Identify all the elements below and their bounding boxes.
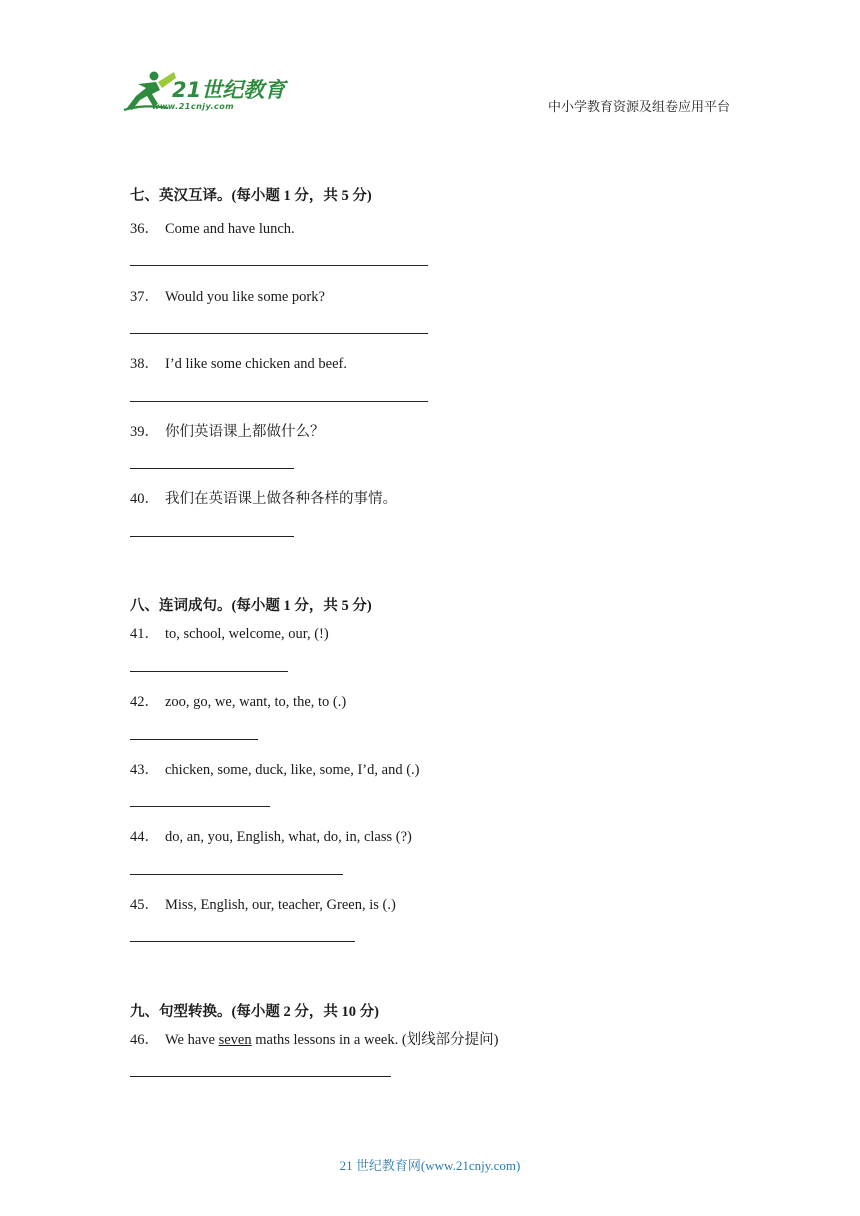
question-text: 我们在英语课上做各种各样的事情。 <box>165 491 397 507</box>
question-37 <box>130 285 325 306</box>
question-44 <box>130 825 412 846</box>
question-39 <box>130 420 325 441</box>
answer-line[interactable] <box>130 468 294 469</box>
question-45 <box>130 893 396 914</box>
question-text: Come and have lunch. <box>165 221 295 237</box>
question-43 <box>130 758 419 779</box>
question-36 <box>130 217 295 238</box>
answer-line[interactable] <box>130 536 294 537</box>
question-number: 39． <box>130 424 159 440</box>
question-number: 44． <box>130 829 159 845</box>
answer-line[interactable] <box>130 941 355 942</box>
question-text: 你们英语课上都做什么？ <box>165 424 325 440</box>
question-number: 37． <box>130 289 159 305</box>
underlined-word: seven <box>218 1032 252 1048</box>
question-text-after: maths lessons in a week. (划线部分提问) <box>251 1032 499 1048</box>
answer-line[interactable] <box>130 1076 391 1077</box>
answer-line[interactable] <box>130 671 288 672</box>
answer-line[interactable] <box>130 874 343 875</box>
question-text: Would you like some pork? <box>165 289 325 305</box>
question-number: 46． <box>130 1032 159 1048</box>
question-text: to, school, welcome, our, (!) <box>165 626 329 642</box>
question-text: Miss, English, our, teacher, Green, is (.) <box>165 897 396 913</box>
question-text: chicken, some, duck, like, some, I’d, and (.) <box>165 762 420 778</box>
question-number: 41． <box>130 626 159 642</box>
question-number: 38． <box>130 356 159 372</box>
question-46 <box>130 1028 498 1049</box>
section-title: 八、连词成句。(每小题 1 分，共 5 分) <box>130 598 372 614</box>
question-text-before: We have <box>165 1032 219 1048</box>
logo-url: www.21cnjy.com <box>152 102 235 111</box>
footer-link[interactable]: 21 世纪教育网(www.21cnjy.com) <box>339 1158 521 1173</box>
question-41 <box>130 622 329 643</box>
answer-line[interactable] <box>130 806 270 807</box>
question-38 <box>130 352 347 373</box>
answer-line[interactable] <box>130 333 428 334</box>
answer-line[interactable] <box>130 401 428 402</box>
question-42 <box>130 690 346 711</box>
question-40 <box>130 487 397 508</box>
site-logo <box>122 70 292 116</box>
platform-name: 中小学教育资源及组卷应用平台 <box>548 99 731 114</box>
logo-text: 21世纪教育 <box>172 78 286 102</box>
question-number: 45． <box>130 897 159 913</box>
question-text: do, an, you, English, what, do, in, class (?) <box>165 829 412 845</box>
question-number: 36． <box>130 221 159 237</box>
question-text: zoo, go, we, want, to, the, to (.) <box>165 694 347 710</box>
answer-line[interactable] <box>130 265 428 266</box>
section-title: 七、英汉互译。(每小题 1 分，共 5 分) <box>130 188 372 204</box>
section-title: 九、句型转换。(每小题 2 分，共 10 分) <box>130 1004 379 1020</box>
question-text: I’d like some chicken and beef. <box>165 356 347 372</box>
question-number: 43． <box>130 762 159 778</box>
question-number: 40． <box>130 491 159 507</box>
answer-line[interactable] <box>130 739 258 740</box>
question-number: 42． <box>130 694 159 710</box>
